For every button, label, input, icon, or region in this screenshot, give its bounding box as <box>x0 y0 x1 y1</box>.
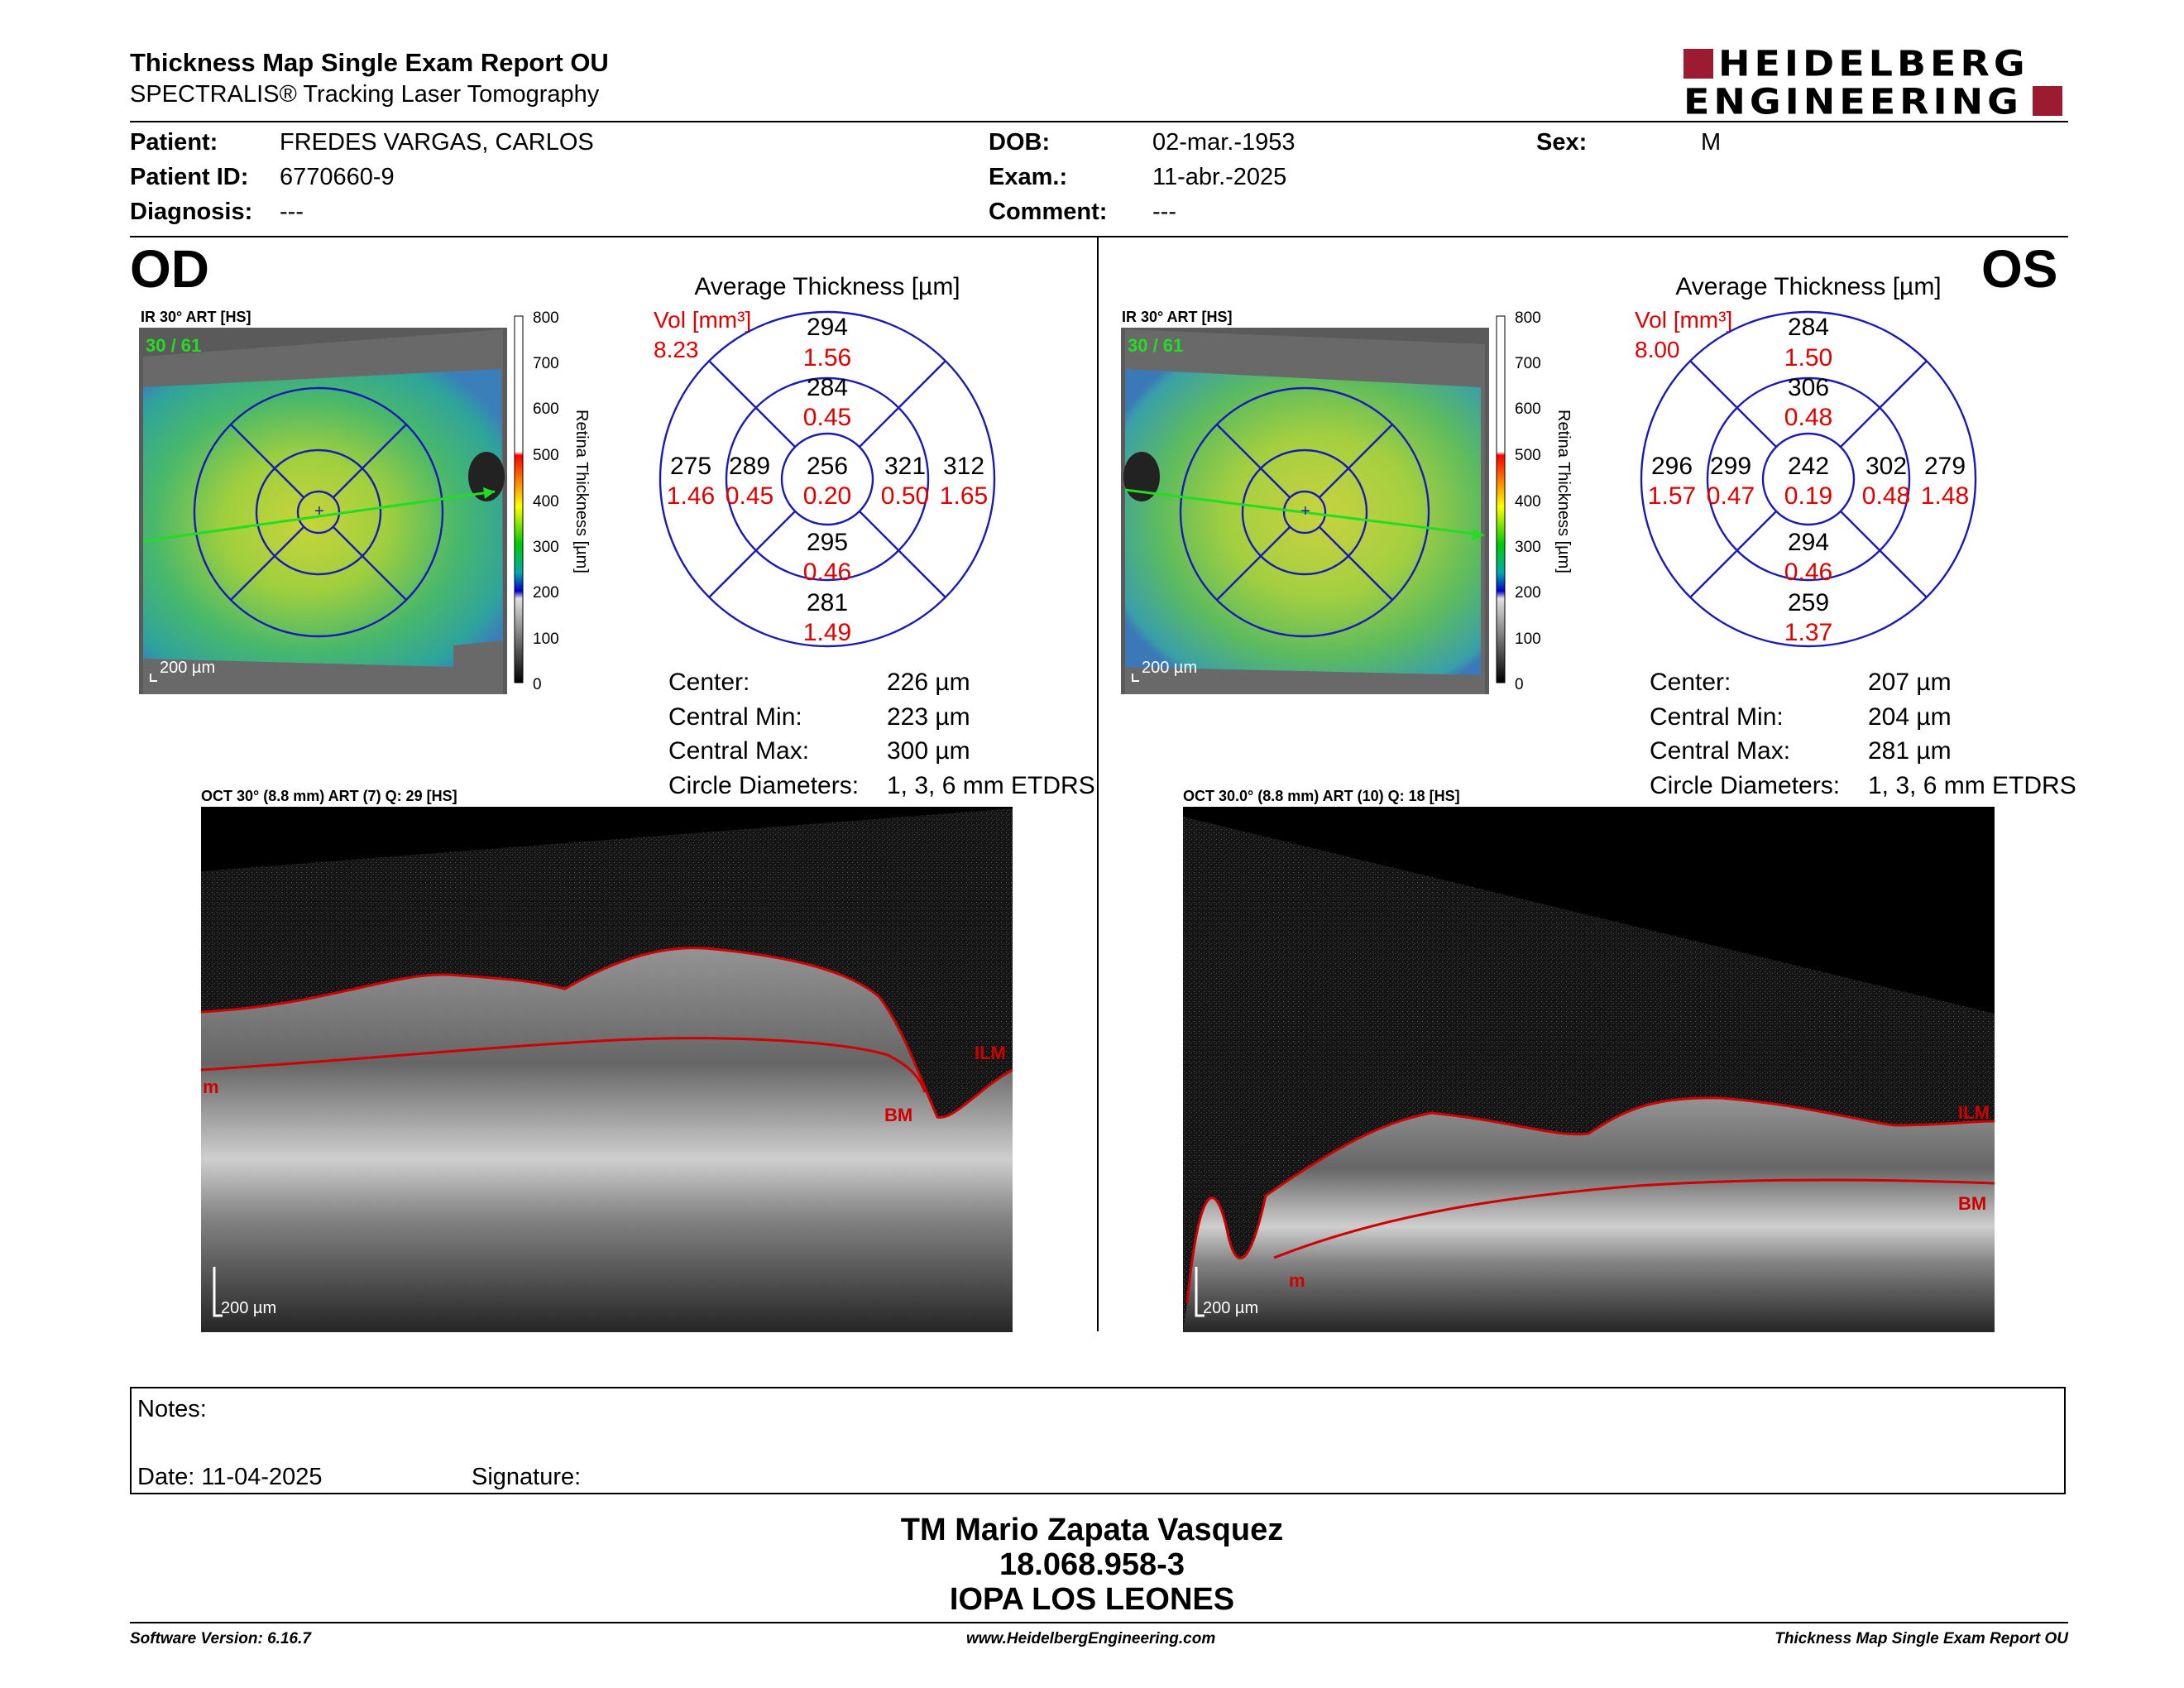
os-min-value: 204 µm <box>1868 703 1952 731</box>
od-center-label: Center: <box>668 669 750 696</box>
technician-name: TM Mario Zapata Vasquez <box>900 1513 1284 1547</box>
dob-value: 02-mar.-1953 <box>1152 129 1296 156</box>
os-colorbar-gradient <box>1497 316 1505 683</box>
os-outer-bottom-vol: 1.37 <box>1784 619 1833 646</box>
od-oct-label: OCT 30° (8.8 mm) ART (7) Q: 29 [HS] <box>201 788 457 804</box>
logo-text-bottom: ENGINEERING <box>1684 81 2023 122</box>
od-colorbar-tick: 300 <box>533 539 559 556</box>
os-oct-label: OCT 30.0° (8.8 mm) ART (10) Q: 18 [HS] <box>1183 788 1460 804</box>
header-divider <box>130 121 2068 122</box>
os-inner-bottom: 294 <box>1787 529 1830 556</box>
od-diam-label: Circle Diameters: <box>668 772 860 799</box>
footer-url[interactable]: www.HeidelbergEngineering.com <box>966 1630 1216 1647</box>
eye-label-os: OS <box>1981 239 2058 299</box>
patient-id-label: Patient ID: <box>130 164 249 190</box>
od-outer-bottom: 281 <box>806 589 849 616</box>
os-oct-bscan <box>1183 807 1995 1332</box>
os-outer-bottom: 259 <box>1787 589 1830 616</box>
notes-signature-label: Signature: <box>472 1464 582 1490</box>
os-thickness-map <box>1121 328 1489 694</box>
technician-rut: 18.068.958-3 <box>999 1547 1185 1582</box>
notes-label: Notes: <box>137 1396 207 1422</box>
os-inner-left: 299 <box>1709 453 1752 480</box>
os-diam-value: 1, 3, 6 mm ETDRS <box>1868 772 2076 799</box>
od-outer-right: 312 <box>942 453 985 480</box>
od-oct-scale: 200 µm <box>221 1299 277 1317</box>
os-vol-label: Vol [mm³] <box>1635 307 1733 333</box>
os-colorbar <box>1495 306 1586 695</box>
os-avg-title: Average Thickness [µm] <box>1675 273 1942 300</box>
od-inner-top-vol: 0.45 <box>802 404 852 431</box>
os-colorbar-tick: 200 <box>1515 584 1541 602</box>
os-outer-left: 296 <box>1650 453 1693 480</box>
os-center-label: Center: <box>1650 669 1731 696</box>
os-ilm-label: ILM <box>1958 1102 1990 1123</box>
os-map-scale: 200 µm <box>1142 659 1198 677</box>
diagnosis-value: --- <box>280 199 304 225</box>
os-colorbar-tick: 300 <box>1515 539 1541 556</box>
patient-name: FREDES VARGAS, CARLOS <box>280 129 594 156</box>
od-avg-title: Average Thickness [µm] <box>694 273 960 300</box>
logo-text-top: HEIDELBERG <box>1718 43 2029 84</box>
od-fovea-marker: + <box>314 502 324 520</box>
od-bm-label: BM <box>884 1105 913 1125</box>
os-bm-label: BM <box>1958 1193 1987 1214</box>
od-colorbar-tick: 400 <box>533 493 559 511</box>
od-inner-left-vol: 0.45 <box>725 482 774 510</box>
od-inner-bottom: 295 <box>806 529 849 556</box>
od-colorbar-tick: 200 <box>533 584 559 602</box>
software-version: Software Version: 6.16.7 <box>130 1630 311 1647</box>
footer-report-name: Thickness Map Single Exam Report OU <box>1774 1630 2068 1647</box>
os-colorbar-label: Retina Thickness [µm] <box>1554 410 1573 573</box>
od-inner-right: 321 <box>884 453 927 480</box>
os-colorbar-tick: 400 <box>1515 493 1541 511</box>
os-max-value: 281 µm <box>1868 737 1952 765</box>
os-colorbar-tick: 600 <box>1515 400 1541 418</box>
od-outer-left: 275 <box>669 453 712 480</box>
od-inner-top: 284 <box>806 374 849 401</box>
sex-label: Sex: <box>1536 129 1588 156</box>
os-center-value: 207 µm <box>1868 669 1952 696</box>
os-outer-top-vol: 1.50 <box>1784 344 1833 372</box>
od-thickness-map <box>139 328 507 694</box>
os-outer-right: 279 <box>1923 453 1966 480</box>
patient-divider <box>130 236 2068 237</box>
diagnosis-label: Diagnosis: <box>130 199 253 225</box>
notes-box <box>130 1387 2066 1494</box>
os-max-label: Central Max: <box>1650 737 1791 765</box>
os-diam-label: Circle Diameters: <box>1650 772 1841 799</box>
od-outer-bottom-vol: 1.49 <box>802 619 852 646</box>
os-colorbar-tick: 700 <box>1515 355 1541 372</box>
od-outer-left-vol: 1.46 <box>666 482 716 510</box>
od-ir-label: IR 30° ART [HS] <box>141 309 251 325</box>
os-inner-top-vol: 0.48 <box>1784 404 1833 431</box>
od-center: 256 <box>806 453 849 480</box>
od-center-value: 226 µm <box>887 669 970 696</box>
od-max-value: 300 µm <box>887 737 970 765</box>
od-inner-left: 289 <box>728 453 771 480</box>
logo-square-bottom <box>2033 86 2062 116</box>
sex-value: M <box>1701 129 1722 156</box>
od-outer-top-vol: 1.56 <box>802 344 852 372</box>
os-inner-bottom-vol: 0.46 <box>1784 559 1833 586</box>
os-outer-left-vol: 1.57 <box>1647 482 1697 510</box>
patient-id: 6770660-9 <box>280 164 395 190</box>
od-outer-top: 294 <box>806 314 849 341</box>
os-inner-right: 302 <box>1865 453 1908 480</box>
os-center-vol: 0.19 <box>1784 482 1833 510</box>
od-inner-bottom-vol: 0.46 <box>802 559 852 586</box>
od-min-value: 223 µm <box>887 703 970 731</box>
report-title: Thickness Map Single Exam Report OU <box>130 48 609 77</box>
od-colorbar-tick: 0 <box>533 676 542 693</box>
os-outer-top: 284 <box>1787 314 1830 341</box>
od-max-label: Central Max: <box>668 737 810 765</box>
footer-divider <box>130 1622 2068 1623</box>
os-center: 242 <box>1787 453 1830 480</box>
patient-label: Patient: <box>130 129 218 156</box>
os-m-label: m <box>1289 1270 1305 1291</box>
od-oct-bscan <box>201 807 1013 1332</box>
od-frame-count: 30 / 61 <box>146 335 202 356</box>
os-inner-right-vol: 0.48 <box>1861 482 1911 510</box>
report-subtitle: SPECTRALIS® Tracking Laser Tomography <box>130 81 600 108</box>
od-colorbar-tick: 500 <box>533 447 559 464</box>
od-inner-right-vol: 0.50 <box>880 482 930 510</box>
os-inner-top: 306 <box>1787 374 1830 401</box>
os-ir-label: IR 30° ART [HS] <box>1122 309 1233 325</box>
od-colorbar-tick: 100 <box>533 631 559 648</box>
comment-label: Comment: <box>989 199 1108 225</box>
dob-label: DOB: <box>989 129 1051 156</box>
od-ilm-label: ILM <box>975 1043 1006 1063</box>
notes-date: Date: 11-04-2025 <box>137 1464 323 1490</box>
od-colorbar-label: Retina Thickness [µm] <box>572 410 591 573</box>
od-colorbar-gradient <box>515 316 523 683</box>
od-outer-right-vol: 1.65 <box>939 482 989 510</box>
od-vol-label: Vol [mm³] <box>654 307 752 333</box>
os-oct-scale: 200 µm <box>1203 1299 1259 1317</box>
od-min-label: Central Min: <box>668 703 802 731</box>
od-colorbar-tick: 600 <box>533 400 559 418</box>
exam-value: 11-abr.-2025 <box>1152 164 1287 190</box>
os-frame-count: 30 / 61 <box>1128 335 1184 356</box>
od-colorbar-tick: 700 <box>533 355 559 372</box>
os-colorbar-tick: 100 <box>1515 631 1541 648</box>
os-colorbar-tick: 500 <box>1515 447 1541 464</box>
os-vol-total: 8.00 <box>1635 337 1680 362</box>
od-colorbar-tick: 800 <box>533 309 559 327</box>
os-inner-left-vol: 0.47 <box>1706 482 1755 510</box>
od-m-label: m <box>203 1077 219 1097</box>
eye-label-od: OD <box>130 239 209 299</box>
os-colorbar-tick: 800 <box>1515 309 1541 327</box>
clinic-name: IOPA LOS LEONES <box>949 1582 1235 1617</box>
logo-square-top <box>1684 49 1713 79</box>
os-colorbar-tick: 0 <box>1515 676 1524 693</box>
od-center-vol: 0.20 <box>802 482 852 510</box>
os-min-label: Central Min: <box>1650 703 1784 731</box>
od-colorbar <box>513 306 604 695</box>
od-vol-total: 8.23 <box>654 337 699 362</box>
heidelberg-logo <box>1684 43 2068 122</box>
os-fovea-marker: + <box>1300 502 1310 520</box>
os-outer-right-vol: 1.48 <box>1920 482 1970 510</box>
comment-value: --- <box>1152 199 1176 225</box>
od-map-scale: 200 µm <box>160 659 216 677</box>
od-diam-value: 1, 3, 6 mm ETDRS <box>887 772 1095 799</box>
exam-label: Exam.: <box>989 164 1068 190</box>
